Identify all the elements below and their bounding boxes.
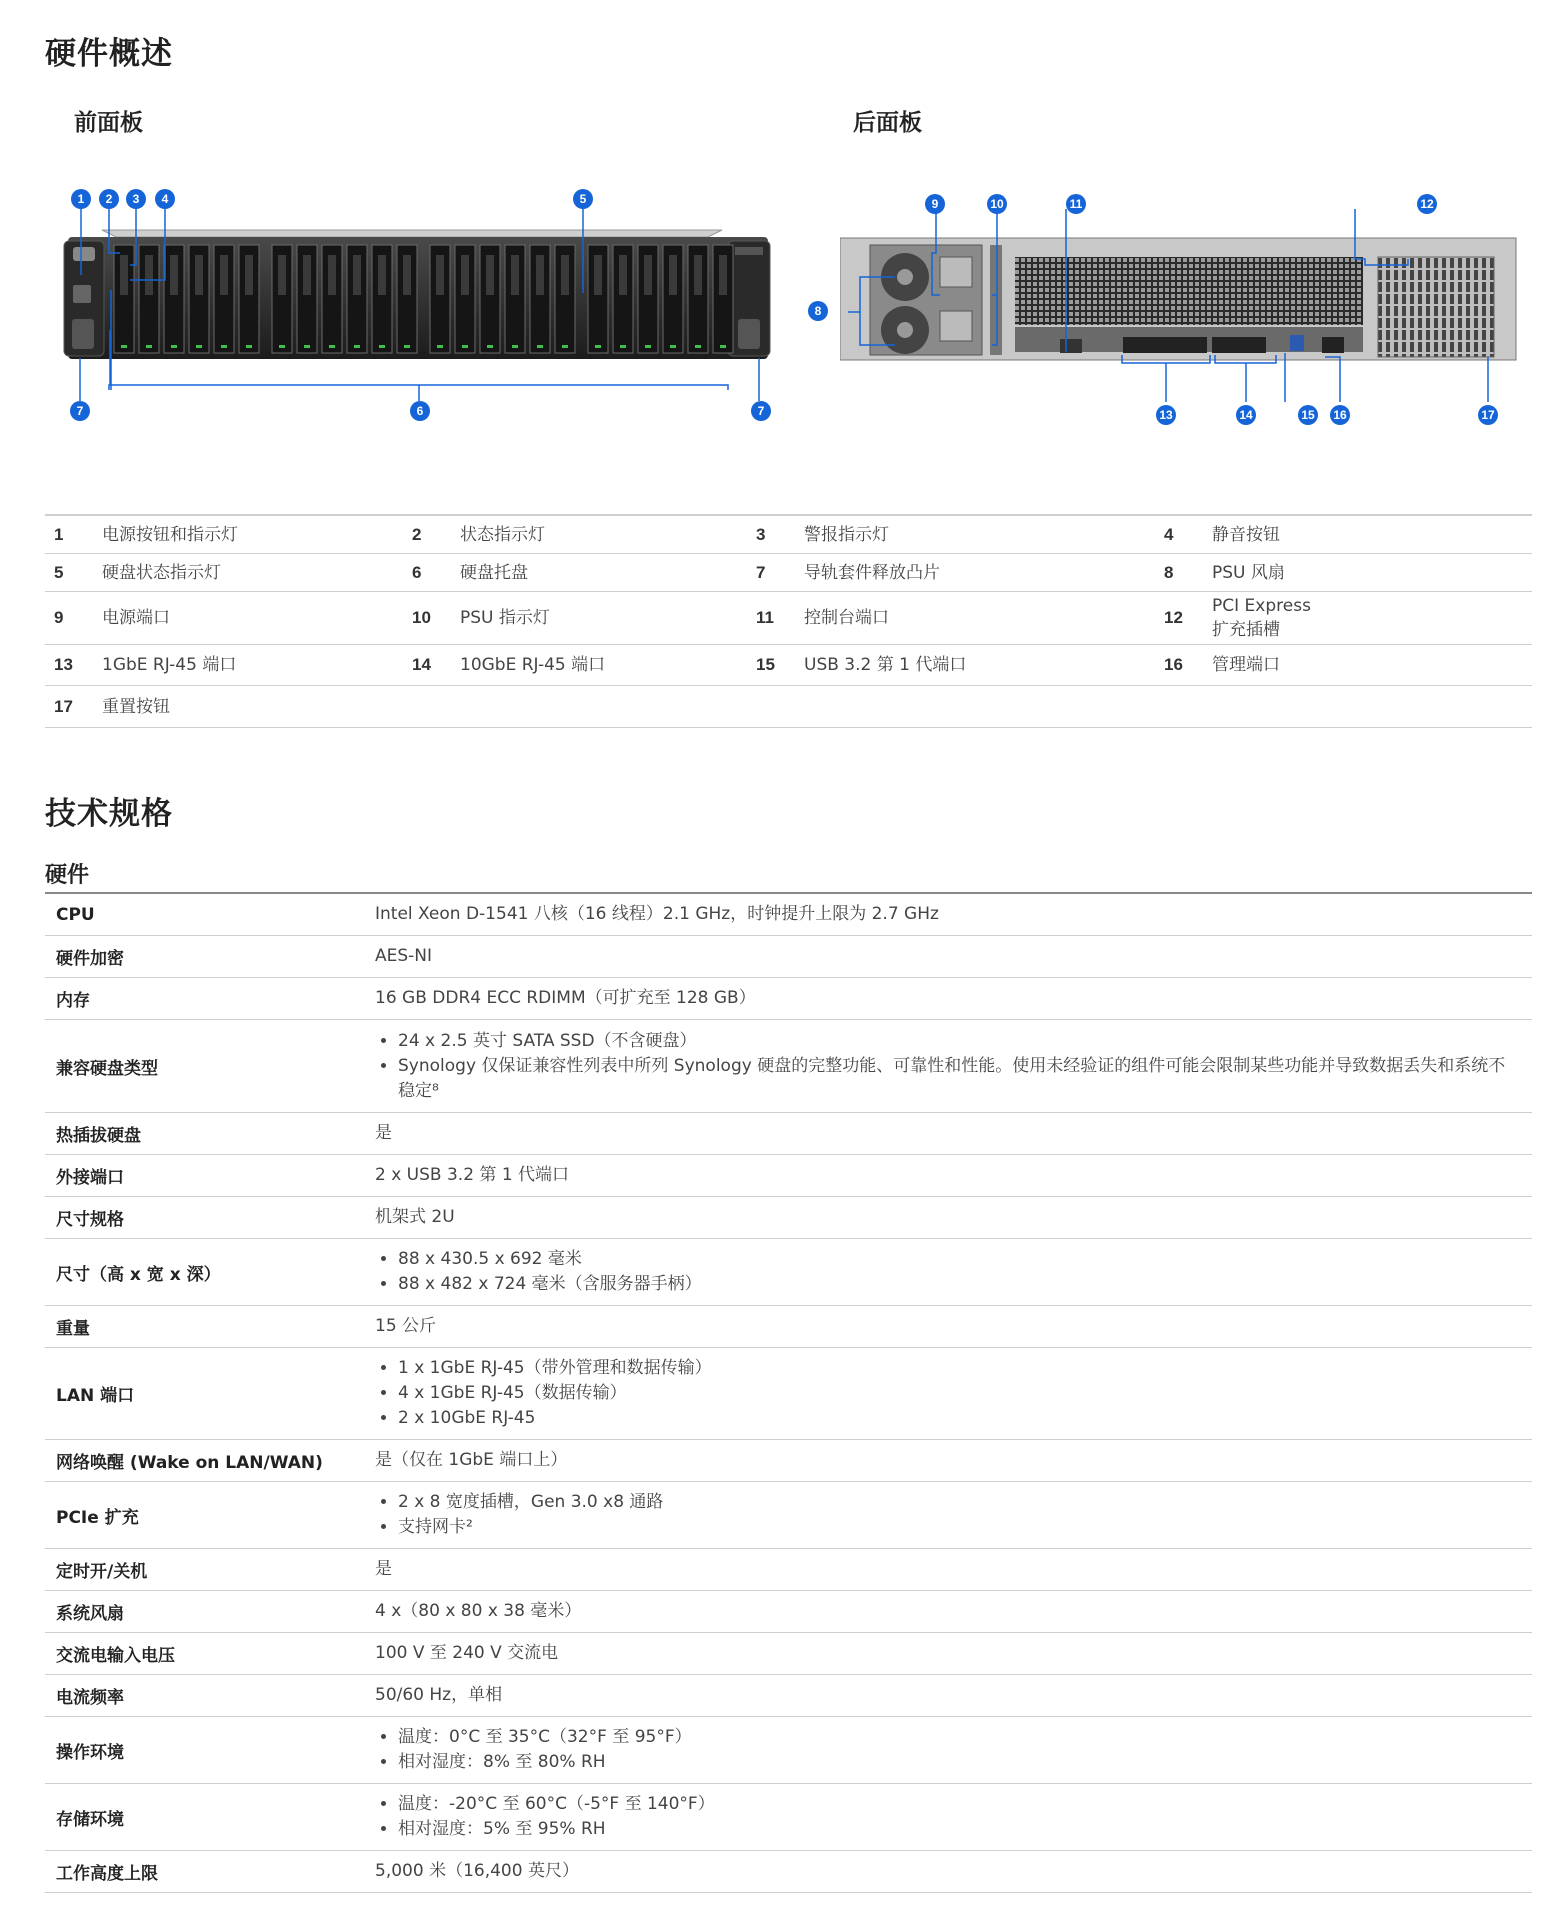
spec-key: 尺寸规格	[56, 1210, 124, 1230]
legend-label: 重置按钮	[102, 696, 170, 717]
legend-label: 10GbE RJ-45 端口	[460, 655, 606, 675]
rear-badge-10: 10	[987, 194, 1007, 214]
spec-key: 定时开/关机	[56, 1562, 148, 1582]
legend-number: 12	[1164, 608, 1183, 627]
spec-value	[375, 936, 1532, 977]
spec-value-list	[375, 1029, 1522, 1104]
spec-row	[45, 1348, 1532, 1440]
spec-value-item: • Synology 仅保证兼容性列表中所列 Synology 硬盘的完整功能、可靠性和性能。使用未经验证的组件可能会限制某些功能并导致数据丢失和系统不稳定⁸	[398, 1054, 1522, 1104]
front-badge-6: 6	[410, 401, 430, 421]
legend-label: PCI Express 扩充插槽	[1212, 596, 1311, 640]
spec-key: 热插拔硬盘	[56, 1126, 141, 1146]
spec-row	[45, 978, 1532, 1020]
spec-value-text: 16 GB DDR4 ECC RDIMM（可扩充至 128 GB）	[375, 988, 756, 1008]
rear-badge-13: 13	[1156, 405, 1176, 425]
spec-key: 内存	[56, 991, 90, 1011]
legend-number: 7	[756, 562, 766, 582]
legend-item	[403, 523, 747, 547]
spec-key: 存储环境	[56, 1809, 124, 1830]
legend-item	[45, 606, 403, 630]
spec-key: CPU	[56, 904, 95, 925]
rear-panel-title: 后面板	[853, 110, 922, 136]
legend-number: 11	[756, 608, 774, 627]
rear-badge-14: 14	[1236, 405, 1256, 425]
legend-item	[403, 653, 747, 677]
spec-row	[45, 1549, 1532, 1591]
hardware-section-title: 硬件	[45, 863, 90, 888]
spec-value	[375, 1155, 1532, 1196]
spec-value	[375, 1440, 1532, 1481]
spec-value-text: 100 V 至 240 V 交流电	[375, 1643, 559, 1663]
spec-value	[375, 1306, 1532, 1347]
spec-value-text: 机架式 2U	[375, 1207, 455, 1227]
legend-number: 8	[1164, 562, 1174, 582]
spec-value	[375, 1197, 1532, 1238]
spec-row	[45, 1113, 1532, 1155]
spec-value	[375, 1239, 1532, 1305]
legend-number: 4	[1164, 524, 1174, 544]
legend-row	[45, 686, 1532, 728]
legend-item	[1155, 561, 1532, 585]
spec-key: 重量	[56, 1319, 90, 1339]
spec-row	[45, 1482, 1532, 1549]
legend-number: 9	[54, 608, 64, 627]
spec-value-list	[375, 1247, 1522, 1297]
spec-key: 系统风扇	[56, 1604, 124, 1624]
spec-value	[375, 1717, 1532, 1783]
spec-value-item: • 24 x 2.5 英寸 SATA SSD（不含硬盘）	[398, 1029, 1522, 1054]
legend-number: 2	[412, 524, 422, 544]
front-badge-3: 3	[126, 189, 146, 209]
front-badge-5: 5	[573, 189, 593, 209]
front-badge-7-right: 7	[751, 401, 771, 421]
front-badge-2: 2	[99, 189, 119, 209]
spec-value	[375, 1482, 1532, 1548]
spec-value-text: 5,000 米（16,400 英尺）	[375, 1861, 579, 1881]
overview-title: 硬件概述	[45, 36, 173, 72]
spec-row	[45, 894, 1532, 936]
front-badge-7-left: 7	[70, 401, 90, 421]
legend-item	[45, 561, 403, 585]
spec-key: 电流频率	[56, 1688, 124, 1708]
legend-label: PSU 风扇	[1212, 562, 1285, 583]
spec-value-item: • 2 x 8 宽度插槽，Gen 3.0 x8 通路	[398, 1490, 1522, 1515]
hardware-spec-table	[45, 892, 1532, 1893]
spec-value-item: • 相对湿度：5% 至 95% RH	[398, 1817, 1522, 1842]
legend-row	[45, 645, 1532, 686]
legend-label: 1GbE RJ-45 端口	[102, 655, 237, 675]
specs-title: 技术规格	[45, 796, 173, 832]
legend-number: 13	[54, 655, 73, 674]
spec-value-item: • 1 x 1GbE RJ-45（带外管理和数据传输）	[398, 1356, 1522, 1381]
spec-value-item: • 相对湿度：8% 至 80% RH	[398, 1750, 1522, 1775]
spec-value-item: • 支持网卡²	[398, 1515, 1522, 1540]
spec-value-list	[375, 1490, 1522, 1540]
front-badge-4: 4	[155, 189, 175, 209]
spec-value	[375, 1348, 1532, 1439]
legend-label: 导轨套件释放凸片	[804, 562, 940, 583]
legend-row	[45, 592, 1532, 645]
legend-item	[747, 561, 1155, 585]
front-badge-1: 1	[71, 189, 91, 209]
component-legend-table	[45, 514, 1532, 728]
spec-value-text: 是	[375, 1123, 392, 1143]
spec-value	[375, 1633, 1532, 1674]
legend-item	[747, 653, 1155, 677]
spec-value	[375, 1784, 1532, 1850]
spec-row	[45, 1717, 1532, 1784]
spec-value-item: • 2 x 10GbE RJ-45	[398, 1406, 1522, 1431]
front-panel-title: 前面板	[74, 110, 143, 136]
spec-key: LAN 端口	[56, 1386, 135, 1406]
legend-row	[45, 554, 1532, 592]
spec-value-text: 2 x USB 3.2 第 1 代端口	[375, 1165, 570, 1185]
spec-row	[45, 1633, 1532, 1675]
spec-row	[45, 1675, 1532, 1717]
spec-row	[45, 1440, 1532, 1482]
legend-label: USB 3.2 第 1 代端口	[804, 655, 967, 675]
spec-row	[45, 1020, 1532, 1113]
legend-label: 静音按钮	[1212, 524, 1280, 545]
spec-key: 尺寸（高 x 宽 x 深）	[56, 1264, 221, 1285]
spec-value-text: 15 公斤	[375, 1316, 437, 1336]
legend-row	[45, 516, 1532, 554]
spec-key: 交流电输入电压	[56, 1646, 175, 1666]
spec-value	[375, 1549, 1532, 1590]
spec-row	[45, 1784, 1532, 1851]
legend-item	[403, 561, 747, 585]
rear-badge-12: 12	[1417, 194, 1437, 214]
spec-key: PCIe 扩充	[56, 1507, 139, 1528]
spec-value	[375, 894, 1532, 935]
legend-number: 6	[412, 562, 422, 582]
spec-row	[45, 936, 1532, 978]
spec-value	[375, 1113, 1532, 1154]
spec-value-text: 4 x（80 x 80 x 38 毫米）	[375, 1601, 582, 1621]
spec-value-item: • 88 x 482 x 724 毫米（含服务器手柄）	[398, 1272, 1522, 1297]
spec-row	[45, 1591, 1532, 1633]
spec-value-item: • 温度：-20°C 至 60°C（-5°F 至 140°F）	[398, 1792, 1522, 1817]
rear-badge-15: 15	[1298, 405, 1318, 425]
spec-value-text: 50/60 Hz，单相	[375, 1685, 503, 1705]
legend-item	[45, 695, 403, 719]
rear-callout-lines	[810, 185, 1540, 425]
spec-value-text: 是（仅在 1GbE 端口上）	[375, 1450, 568, 1470]
spec-value-text: Intel Xeon D-1541 八核（16 线程）2.1 GHz，时钟提升上限为 2.7 GHz	[375, 904, 939, 924]
spec-value	[375, 1591, 1532, 1632]
spec-key: 硬件加密	[56, 949, 124, 969]
spec-value-item: • 4 x 1GbE RJ-45（数据传输）	[398, 1381, 1522, 1406]
spec-row	[45, 1239, 1532, 1306]
spec-row	[45, 1155, 1532, 1197]
spec-value-list	[375, 1356, 1522, 1431]
legend-number: 1	[54, 524, 64, 544]
rear-badge-8: 8	[808, 301, 828, 321]
legend-item	[45, 653, 403, 677]
spec-value-text: 是	[375, 1559, 392, 1579]
spec-value	[375, 1851, 1532, 1892]
legend-number: 17	[54, 696, 73, 716]
spec-value	[375, 1675, 1532, 1716]
legend-label: 控制台端口	[804, 608, 889, 628]
legend-number: 14	[412, 655, 431, 674]
legend-item	[747, 606, 1155, 630]
legend-label: 管理端口	[1212, 655, 1280, 675]
spec-key: 工作高度上限	[56, 1864, 158, 1884]
legend-label: 状态指示灯	[460, 524, 545, 545]
spec-row	[45, 1197, 1532, 1239]
legend-label: 硬盘状态指示灯	[102, 562, 221, 583]
legend-label: PSU 指示灯	[460, 608, 550, 628]
front-callout-lines	[60, 185, 780, 425]
spec-key: 操作环境	[56, 1742, 124, 1763]
spec-key: 兼容硬盘类型	[56, 1058, 158, 1079]
legend-label: 电源端口	[102, 608, 170, 628]
legend-label: 警报指示灯	[804, 524, 889, 545]
spec-value-item: • 温度：0°C 至 35°C（32°F 至 95°F）	[398, 1725, 1522, 1750]
legend-number: 5	[54, 562, 64, 582]
spec-value	[375, 1021, 1532, 1112]
legend-number: 15	[756, 655, 775, 674]
legend-number: 10	[412, 608, 431, 627]
spec-value-list	[375, 1725, 1522, 1775]
spec-value	[375, 978, 1532, 1019]
legend-label: 电源按钮和指示灯	[102, 524, 238, 545]
spec-value-text: AES-NI	[375, 946, 433, 966]
legend-item	[1155, 594, 1532, 642]
rear-badge-16: 16	[1330, 405, 1350, 425]
spec-value-list	[375, 1792, 1522, 1842]
rear-badge-17: 17	[1478, 405, 1498, 425]
legend-number: 16	[1164, 655, 1183, 674]
spec-row	[45, 1851, 1532, 1893]
rear-badge-9: 9	[925, 194, 945, 214]
rear-badge-11: 11	[1066, 194, 1086, 214]
legend-item	[45, 523, 403, 547]
legend-item	[747, 523, 1155, 547]
legend-number: 3	[756, 524, 766, 544]
spec-row	[45, 1306, 1532, 1348]
legend-item	[1155, 523, 1532, 547]
spec-key: 外接端口	[56, 1168, 124, 1188]
legend-item	[1155, 653, 1532, 677]
spec-key: 网络唤醒 (Wake on LAN/WAN)	[56, 1453, 323, 1473]
legend-item	[403, 606, 747, 630]
spec-value-item: • 88 x 430.5 x 692 毫米	[398, 1247, 1522, 1272]
legend-label: 硬盘托盘	[460, 562, 528, 583]
